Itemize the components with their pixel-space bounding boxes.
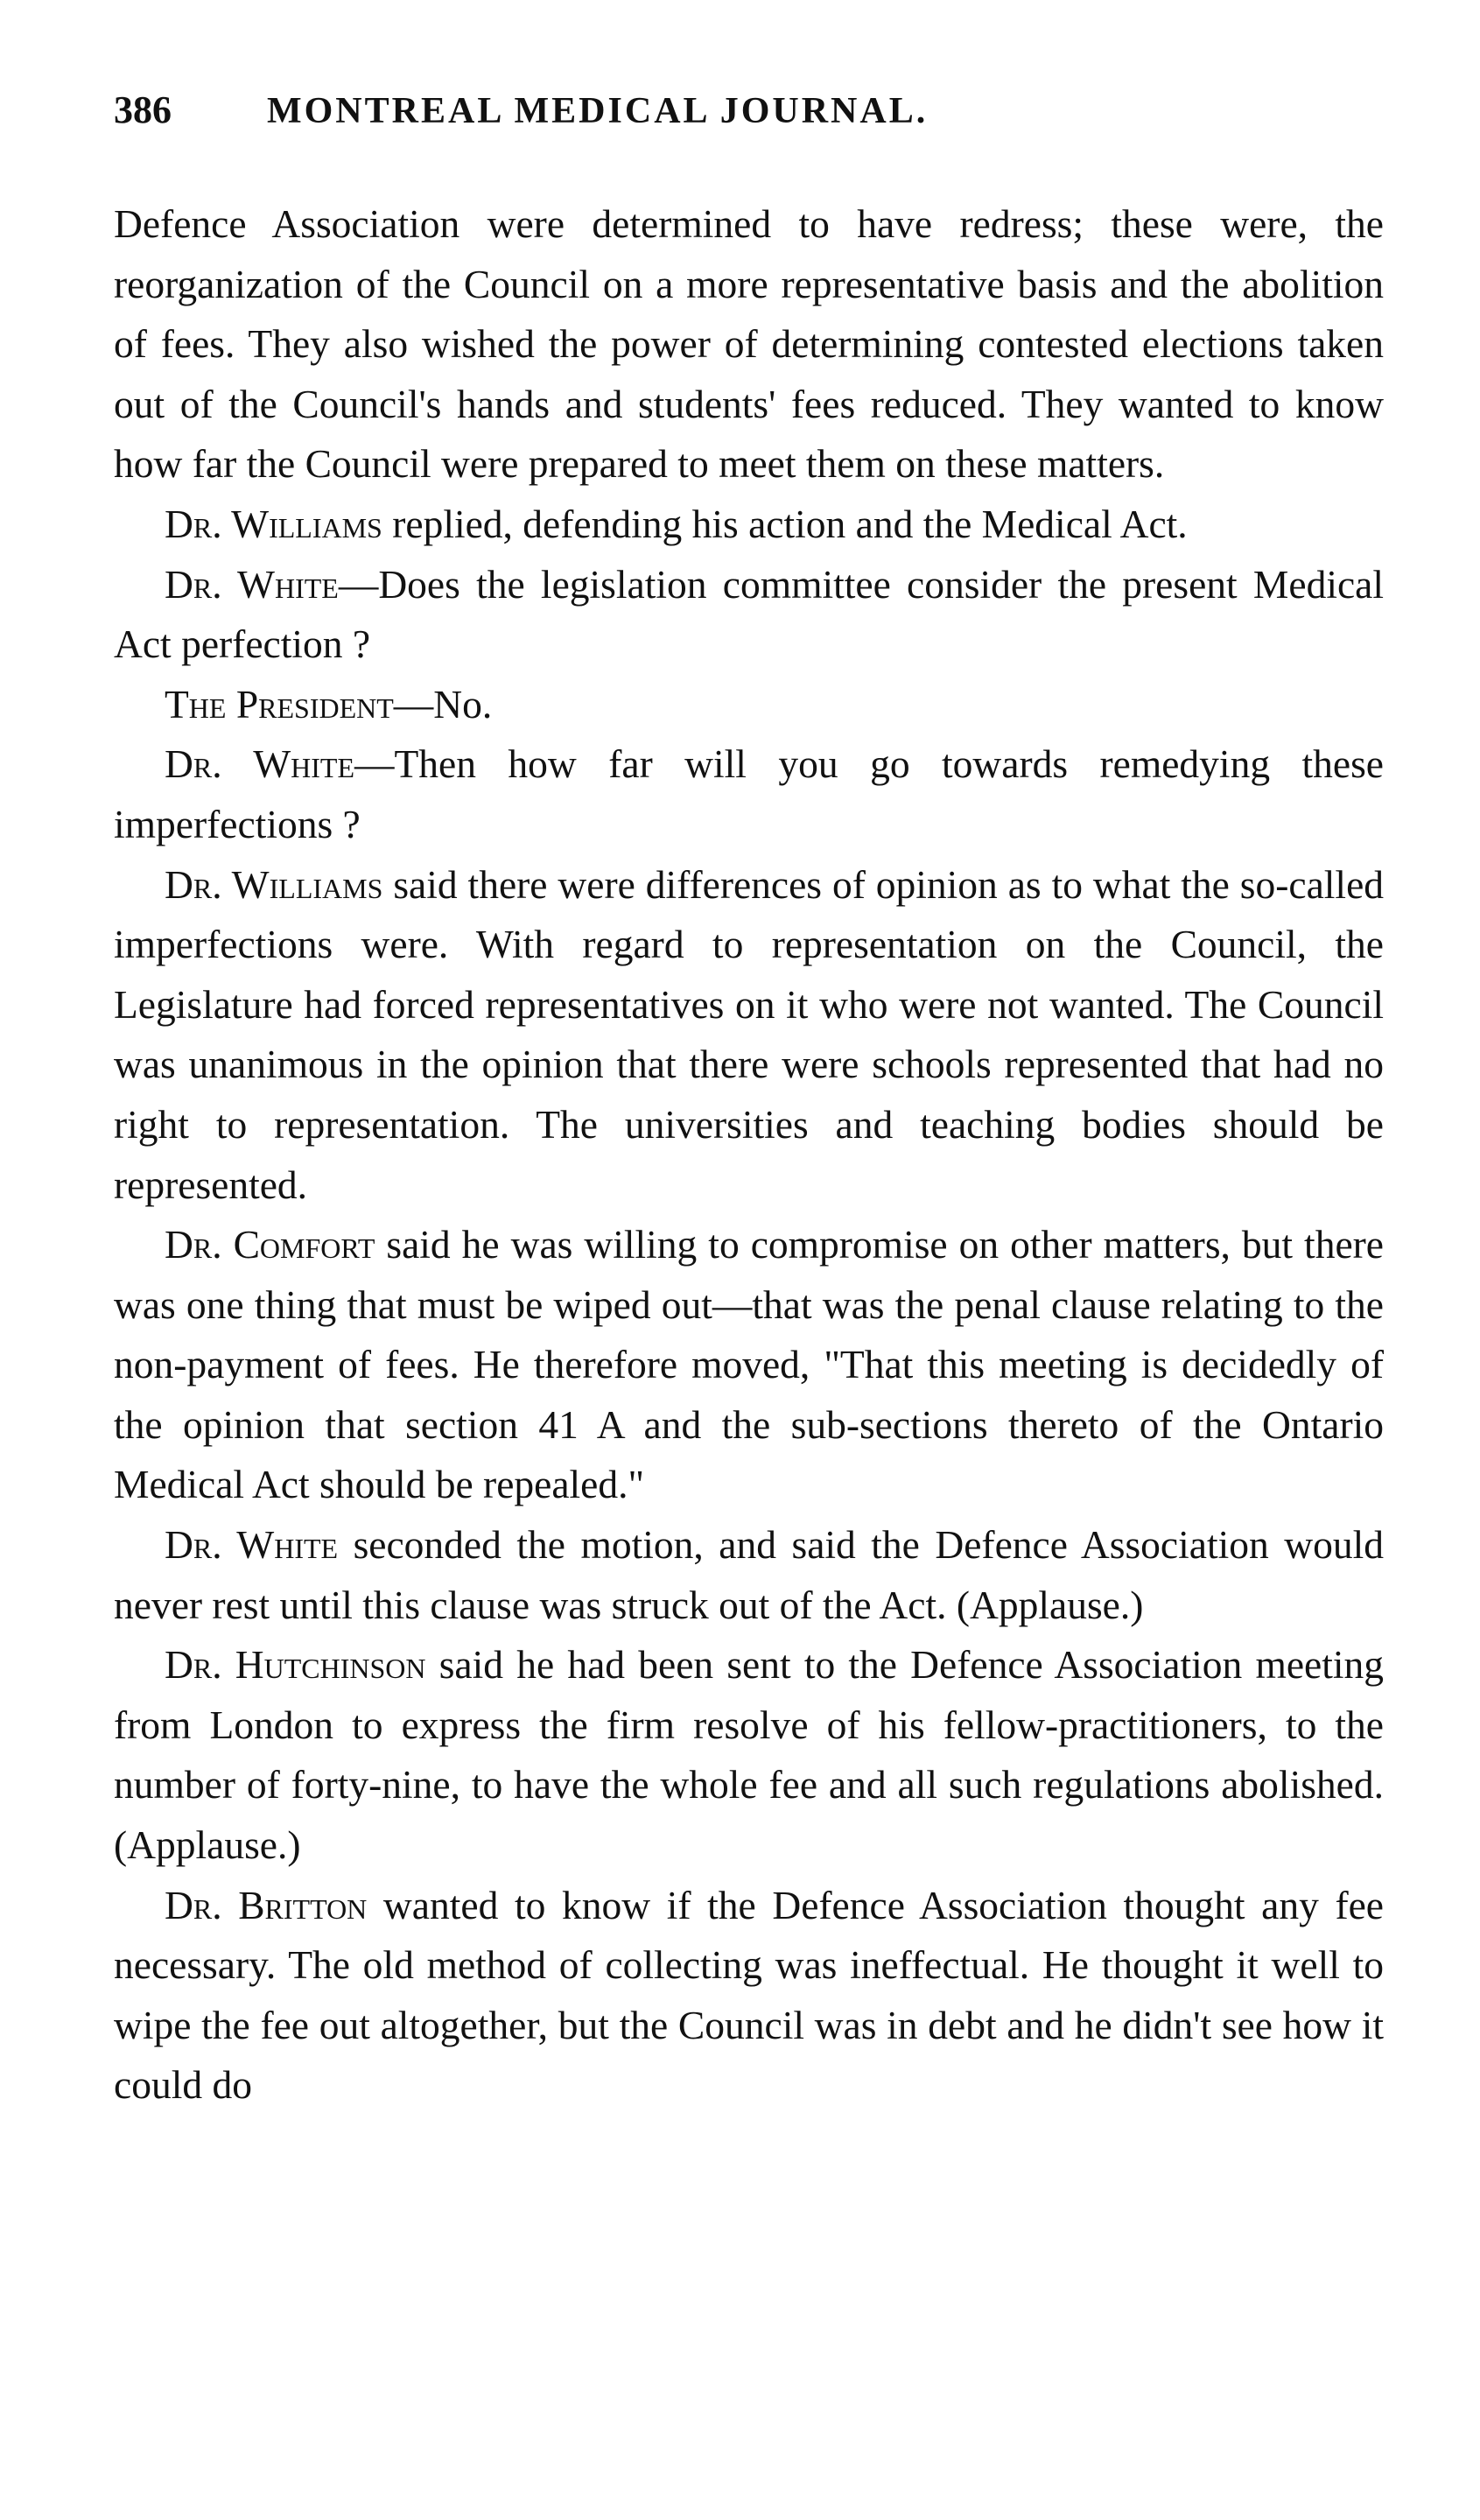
paragraph — [114, 194, 1384, 495]
paragraph-text: seconded the motion, and said the Defence Association would never rest until this clause was struck out of the Act. (Applause.) — [114, 1522, 1385, 1627]
paragraph — [114, 495, 1384, 555]
speaker-name: Dr. White — [165, 741, 354, 787]
speaker-name: Dr. Williams — [165, 861, 383, 907]
speaker-name: Dr. Williams — [165, 501, 382, 546]
paragraph-text: —No. — [393, 681, 493, 727]
paragraph — [114, 555, 1384, 675]
paragraph — [114, 734, 1384, 854]
speaker-name: Dr. Comfort — [165, 1222, 375, 1267]
speaker-name: Dr. White — [165, 1522, 339, 1568]
speaker-name: Dr. Britton — [165, 1882, 368, 1927]
paragraph — [114, 855, 1384, 1216]
article-body — [114, 194, 1384, 2116]
paragraph-text: said he was willing to compromise on other matters, but there was one thing that must be wiped out—that was the penal clause relating to the non-payment of fees. He therefore moved, "That this meeting is decidedly of the opinion that section 41 A and the sub-sections thereto of the Ontario Medical Act should be repealed." — [114, 1222, 1384, 1507]
paragraph — [114, 675, 1384, 735]
speaker-name: The President — [165, 681, 394, 727]
running-head — [114, 88, 1384, 140]
paragraph — [114, 1215, 1384, 1515]
paragraph-text: said he had been sent to the Defence Association meeting from London to express the firm resolve of his fellow-practitioners, to the number of forty-nine, to have the whole fee and all such regulations abolished. (Applause.) — [114, 1642, 1385, 1868]
journal-title: MONTREAL MEDICAL JOURNAL. — [267, 91, 929, 131]
speaker-name: Dr. Hutchinson — [165, 1642, 426, 1688]
paragraph — [114, 1635, 1384, 1875]
paragraph — [114, 1876, 1384, 2116]
paragraph-text: replied, defending his action and the Medical Act. — [382, 501, 1188, 546]
paragraph-text: —Then how far will you go towards remedying these imperfections ? — [114, 741, 1384, 846]
paragraph-text: wanted to know if the Defence Association thought any fee necessary. The old method of collecting was ineffectual. He thought it well to wipe the fee out altogether, but the Council was in debt and he didn't see how it could do — [114, 1882, 1384, 2108]
page-number: 386 — [114, 88, 172, 131]
paragraph-text: —Does the legislation committee consider the present Medical Act perfection ? — [114, 561, 1385, 667]
paragraph-text: Defence Association were determined to have redress; these were, the reorganization of the Council on a more representative basis and the abolition of fees. They also wished the power of determining contested elections taken out of the Council's hands and students' fees reduced. They wanted to know how far the Council were prepared to meet them on these matters. — [114, 201, 1384, 487]
paragraph-text: said there were differences of opinion as to what the so-called imperfections were. With regard to representation on the Council, the Legislature had forced representatives on it who were not wanted. The Council was unanimous in the opinion that there were schools represented that had no right to representation. The universities and teaching bodies should be represented. — [114, 861, 1385, 1207]
speaker-name: Dr. White — [165, 561, 339, 607]
paragraph — [114, 1515, 1384, 1635]
